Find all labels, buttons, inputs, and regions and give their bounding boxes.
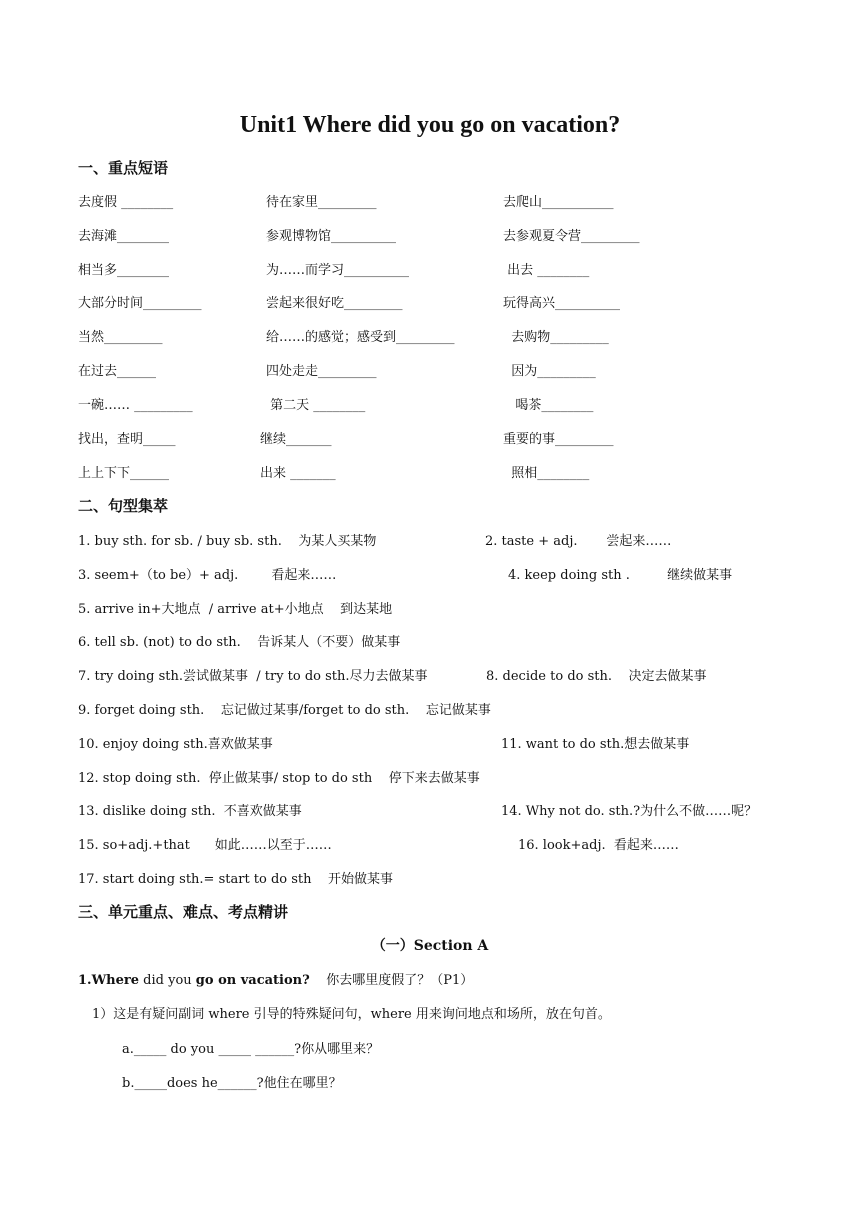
sentence-pattern: 7. try doing sth.尝试做某事 / try to do sth.尽力去做某事 xyxy=(78,669,428,684)
section1-heading: 一、重点短语 xyxy=(78,159,169,177)
explanation-paragraph: 1）这是有疑问副词 where 引导的特殊疑问句，where 用来询问地点和场所，放在句首。 xyxy=(92,1007,611,1022)
phrase-cell: 出来 _______ xyxy=(260,466,336,481)
phrase-cell: 大部分时间_________ xyxy=(78,296,202,311)
phrase-cell: 去参观夏令营_________ xyxy=(503,229,640,244)
phrase-row xyxy=(0,326,860,348)
phrase-row xyxy=(0,259,860,281)
sentence-pattern: 10. enjoy doing sth.喜欢做某事 xyxy=(78,737,273,752)
exercise-b: b._____does he______?他住在哪里？ xyxy=(122,1076,342,1091)
phrase-cell: 在过去______ xyxy=(78,364,157,379)
section2-heading: 二、句型集萃 xyxy=(78,497,169,515)
key-point-translation: 你去哪里度假了？（P1） xyxy=(309,973,474,988)
sentence-pattern: 2. taste + adj. 尝起来…… xyxy=(485,534,672,549)
sentence-pattern: 6. tell sb. (not) to do sth. 告诉某人（不要）做某事 xyxy=(78,635,401,650)
phrase-cell: 一碗…… _________ xyxy=(78,398,193,413)
phrase-row xyxy=(0,225,860,247)
phrase-cell: 去海滩________ xyxy=(78,229,170,244)
sentence-pattern: 3. seem+（to be）+ adj. 看起来…… xyxy=(78,568,337,583)
key-point-1 xyxy=(78,969,473,988)
phrase-cell: 尝起来很好吃_________ xyxy=(266,296,403,311)
phrase-cell: 喝茶________ xyxy=(503,398,594,413)
sentence-pattern: 9. forget doing sth. 忘记做过某事/forget to do sth. 忘记做某事 xyxy=(78,703,491,718)
phrase-cell: 去爬山___________ xyxy=(503,195,614,210)
page-title: Unit1 Where did you go on vacation? xyxy=(239,112,621,138)
key-phrase-go-on-vacation: go on vacation? xyxy=(195,973,310,988)
phrase-cell: 参观博物馆__________ xyxy=(266,229,397,244)
phrase-cell: 上上下下______ xyxy=(78,466,170,481)
sentence-pattern: 12. stop doing sth. 停止做某事/ stop to do sth 停下来去做某事 xyxy=(78,771,480,786)
sentence-pattern: 11. want to do sth.想去做某事 xyxy=(501,737,690,752)
sentence-pattern: 4. keep doing sth . 继续做某事 xyxy=(508,568,733,583)
phrase-cell: 去度假 ________ xyxy=(78,195,174,210)
key-point-text: did you xyxy=(139,973,196,988)
phrase-cell: 第二天 ________ xyxy=(266,398,366,413)
phrase-row xyxy=(0,292,860,314)
phrase-row xyxy=(0,360,860,382)
sentence-pattern: 8. decide to do sth. 决定去做某事 xyxy=(486,669,707,684)
phrase-cell: 给……的感觉；感受到_________ xyxy=(266,330,455,345)
phrase-cell: 当然_________ xyxy=(78,330,163,345)
section-a-subheading: （一）Section A xyxy=(371,938,489,954)
section3-heading: 三、单元重点、难点、考点精讲 xyxy=(78,903,289,921)
sentence-pattern: 14. Why not do. sth.?为什么不做……呢？ xyxy=(501,804,758,819)
phrase-cell: 重要的事_________ xyxy=(503,432,614,447)
phrase-cell: 四处走走_________ xyxy=(266,364,377,379)
key-word-where: Where xyxy=(91,973,140,988)
phrase-row xyxy=(0,394,860,416)
phrase-cell: 继续_______ xyxy=(260,432,332,447)
sentence-pattern: 17. start doing sth.= start to do sth 开始做某事 xyxy=(78,872,394,887)
phrase-row xyxy=(0,191,860,213)
phrase-cell: 为……而学习__________ xyxy=(266,263,410,278)
sentence-pattern: 5. arrive in+大地点 / arrive at+小地点 到达某地 xyxy=(78,602,393,617)
phrase-cell: 照相________ xyxy=(503,466,590,481)
phrase-cell: 玩得高兴__________ xyxy=(503,296,621,311)
phrase-cell: 找出，查明_____ xyxy=(78,432,176,447)
exercise-a: a._____ do you _____ ______?你从哪里来？ xyxy=(122,1042,380,1057)
phrase-cell: 相当多________ xyxy=(78,263,170,278)
phrase-cell: 因为_________ xyxy=(503,364,596,379)
phrase-row xyxy=(0,462,860,484)
sentence-pattern: 13. dislike doing sth. 不喜欢做某事 xyxy=(78,804,302,819)
phrase-cell: 去购物_________ xyxy=(503,330,609,345)
sentence-pattern: 15. so+adj.+that 如此……以至于…… xyxy=(78,838,332,853)
sentence-pattern: 1. buy sth. for sb. / buy sb. sth. 为某人买某物 xyxy=(78,534,377,549)
phrase-cell: 出去 ________ xyxy=(503,263,590,278)
phrase-row xyxy=(0,428,860,450)
phrase-cell: 待在家里_________ xyxy=(266,195,377,210)
key-point-number: 1. xyxy=(78,973,92,988)
sentence-pattern: 16. look+adj. 看起来…… xyxy=(518,838,679,853)
